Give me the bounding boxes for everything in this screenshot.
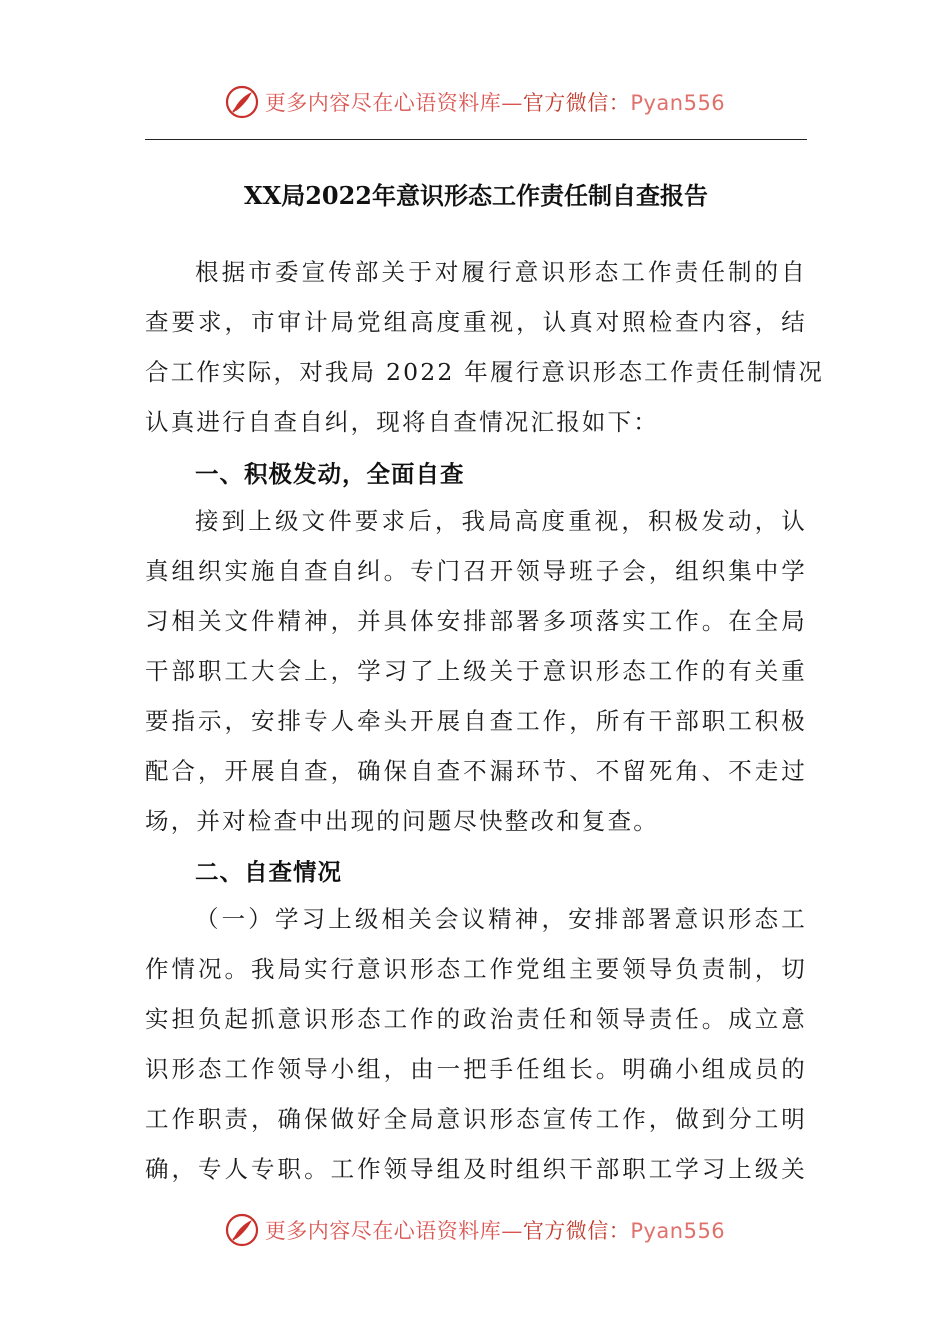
text-line: 干部职工大会上，学习了上级关于意识形态工作的有关重 <box>145 657 807 685</box>
text-line: 场，并对检查中出现的问题尽快整改和复查。 <box>145 807 659 835</box>
quill-logo-icon <box>225 85 259 119</box>
text-line: 根据市委宣传部关于对履行意识形态工作责任制的自 <box>195 258 807 286</box>
text-line: 作情况。我局实行意识形态工作党组主要领导负责制，切 <box>145 955 807 983</box>
banner-wechat-id: Pyan556 <box>630 1219 726 1243</box>
text-line: 真组织实施自查自纠。专门召开领导班子会，组织集中学 <box>145 557 807 585</box>
banner-dash: — <box>501 1219 523 1243</box>
banner-wechat-label: 官方微信： <box>522 1219 631 1243</box>
quill-logo-icon <box>225 1213 259 1247</box>
header-divider <box>145 139 807 140</box>
footer-banner <box>0 1210 950 1250</box>
banner-wechat-id: Pyan556 <box>630 91 726 115</box>
document-title: XX局2022年意识形态工作责任制自查报告 <box>243 181 709 210</box>
banner-prefix: 更多内容尽在心语资料库 <box>264 91 502 115</box>
intro-paragraph <box>145 247 825 447</box>
section2-paragraph <box>145 894 807 1194</box>
text-line: 习相关文件精神，并具体安排部署多项落实工作。在全局 <box>145 607 807 635</box>
section-heading-1: 一、积极发动，全面自查 <box>195 460 465 488</box>
banner-text <box>265 1215 725 1245</box>
banner-dash: — <box>501 91 523 115</box>
banner-text <box>265 87 725 117</box>
text-line: 接到上级文件要求后，我局高度重视，积极发动，认 <box>195 507 807 535</box>
text-line: 合工作实际，对我局 2022 年履行意识形态工作责任制情况 <box>145 358 825 386</box>
header-banner <box>0 82 950 122</box>
text-line: 识形态工作领导小组，由一把手任组长。明确小组成员的 <box>145 1055 807 1083</box>
banner-prefix: 更多内容尽在心语资料库 <box>264 1219 502 1243</box>
text-line: 实担负起抓意识形态工作的政治责任和领导责任。成立意 <box>145 1005 807 1033</box>
text-line: 工作职责，确保做好全局意识形态宣传工作，做到分工明 <box>145 1105 807 1133</box>
text-line: 确，专人专职。工作领导组及时组织干部职工学习上级关 <box>145 1155 807 1183</box>
text-line: （一）学习上级相关会议精神，安排部署意识形态工 <box>195 905 807 933</box>
section1-paragraph <box>145 496 807 846</box>
text-line: 要指示，安排专人牵头开展自查工作，所有干部职工积极 <box>145 707 807 735</box>
text-line: 配合，开展自查，确保自查不漏环节、不留死角、不走过 <box>145 757 807 785</box>
banner-wechat-label: 官方微信： <box>522 91 631 115</box>
section-heading-2: 二、自查情况 <box>195 858 342 886</box>
text-line: 认真进行自查自纠，现将自查情况汇报如下： <box>145 408 659 436</box>
text-line: 查要求，市审计局党组高度重视，认真对照检查内容，结 <box>145 308 807 336</box>
